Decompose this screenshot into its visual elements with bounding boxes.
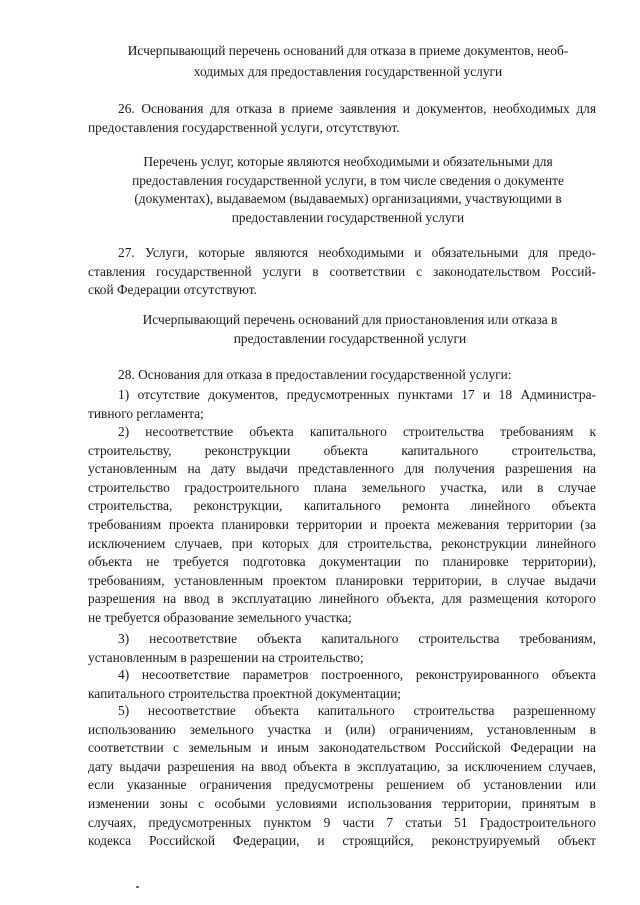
paragraph-line: ставления государственной услуги в соответствии с законодательством Россий-: [88, 263, 596, 279]
heading-refusal-reception: [100, 42, 596, 81]
list-item-5: [88, 702, 596, 851]
paragraph-line: случаях, предусмотренных пунктом 9 части 7 статьи 51 Градостроительного: [88, 814, 596, 830]
paragraph-line: строительство градостроительного плана земельного участка, или в случае: [88, 479, 596, 495]
paragraph-line: предоставления государственной услуги, отсутствуют.: [88, 119, 400, 135]
scan-speck: [136, 886, 139, 888]
paragraph-line: 3) несоответствие объекта капитального строительства требованиям,: [118, 631, 596, 646]
list-item-3: [88, 630, 596, 667]
heading-line: предоставлении государственной услуги: [233, 330, 467, 346]
paragraph-line: 2) несоответствие объекта капитального строительства требованиям к: [118, 424, 596, 439]
heading-line: Исчерпывающий перечень оснований для отказа в приеме документов, необ-: [127, 43, 569, 58]
paragraph-line: 5) несоответствие объекта капитального строительства разрешенному: [118, 703, 596, 718]
heading-line: Перечень услуг, которые являются необходимыми и обязательными для: [143, 154, 553, 169]
list-item-2: [88, 423, 596, 628]
paragraph-27: [88, 244, 596, 300]
paragraph-line: использованию земельного участка и (или) ограничениям, установленным в: [88, 721, 596, 737]
paragraph-line: 4) несоответствие параметров построенного, реконструированного объекта: [118, 667, 596, 682]
paragraph-line: 1) отсутствие документов, предусмотренных пунктами 17 и 18 Администра-: [118, 387, 596, 402]
paragraph-line: тивного регламента;: [88, 405, 204, 421]
paragraph-26: [88, 100, 596, 137]
heading-suspension-refusal: [110, 311, 590, 348]
paragraph-line: исключением случаев, при которых для строительства, реконструкции линейного: [88, 535, 596, 551]
heading-line: предоставлении государственной услуги: [231, 209, 465, 225]
heading-necessary-services: [96, 153, 600, 227]
paragraph-line: требованиям проекта планировки территории и проекта межевания территории (за: [88, 516, 596, 532]
heading-line: ходимых для предоставления государственной услуги: [193, 63, 503, 79]
list-item-1: [88, 386, 596, 423]
paragraph-line: дату выдачи разрешения на ввод объекта в эксплуатацию, за исключением случаев,: [88, 758, 596, 774]
paragraph-line: кодекса Российской Федерации, и строящийся, реконструируемый объект: [88, 833, 596, 849]
list-item-4: [88, 666, 596, 703]
paragraph-line: капитального строительства проектной документации;: [88, 685, 401, 701]
paragraph-line: установленным на дату выдачи представленного для получения разрешения на: [88, 461, 596, 477]
paragraph-line: установленным в разрешении на строительство;: [88, 649, 364, 665]
paragraph-line: соответствии с земельным и иным законодательством Российской Федерации на: [88, 740, 596, 756]
paragraph-line: требованиям, установленным проектом планировки территории, в случае выдачи: [88, 572, 596, 588]
heading-line: Исчерпывающий перечень оснований для приостановления или отказа в: [142, 312, 558, 327]
heading-line: предоставления государственной услуги, в том числе сведения о документе: [132, 172, 564, 188]
paragraph-line: не требуется образование земельного участка;: [88, 609, 352, 625]
paragraph-line: 27. Услуги, которые являются необходимыми и обязательными для предо-: [118, 245, 596, 260]
paragraph-line: объекта не требуется подготовка документации по планировке территории),: [88, 554, 596, 570]
paragraph-line: строительству, реконструкции объекта капитального строительства,: [88, 442, 596, 458]
paragraph-28: [118, 366, 596, 385]
heading-line: (документах), выдаваемом (выдаваемых) организациями, участвующими в: [134, 191, 562, 207]
paragraph-line: разрешения на ввод в эксплуатацию линейного объекта, для размещения которого: [88, 591, 596, 607]
paragraph-line: если указанные ограничения предусмотрены решением об установлении или: [88, 777, 596, 793]
paragraph-line: строительства, реконструкции, капитального ремонта линейного объекта: [88, 498, 596, 514]
paragraph-line: 26. Основания для отказа в приеме заявления и документов, необходимых для: [118, 101, 596, 116]
paragraph-line: изменении зоны с особыми условиями использования территории, принятым в: [88, 795, 596, 811]
paragraph-line: ской Федерации отсутствуют.: [88, 282, 257, 298]
paragraph-line: 28. Основания для отказа в предоставлении государственной услуги:: [118, 367, 512, 382]
